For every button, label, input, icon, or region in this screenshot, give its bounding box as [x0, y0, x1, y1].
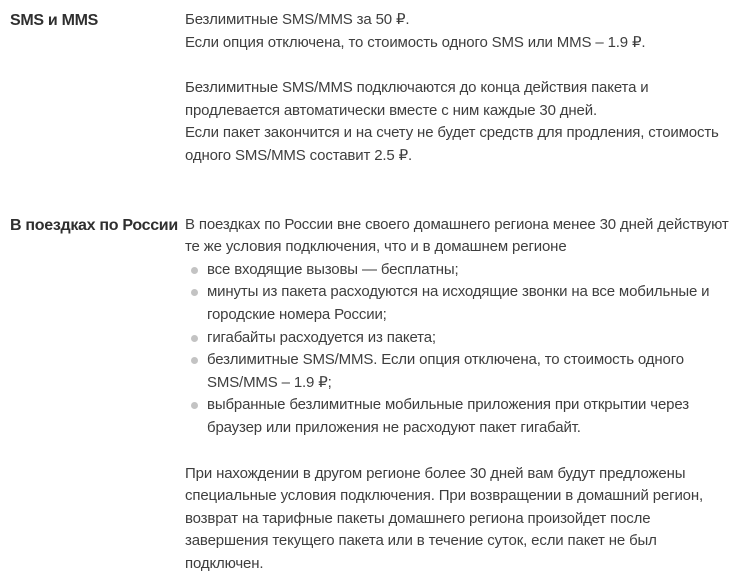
section-travel-russia	[10, 214, 741, 576]
section-content	[185, 9, 735, 168]
text-line: Безлимитные SMS/MMS за 50 ₽.	[185, 11, 410, 28]
section-content	[185, 214, 735, 576]
bullet-icon	[191, 335, 198, 342]
text-line: В поездках по России вне своего домашнего региона менее 30 дней действуют те же условия подключения, что и в домашнем регионе	[185, 215, 729, 256]
list-item	[185, 349, 735, 394]
list-item	[185, 281, 735, 326]
section-label: В поездках по России	[10, 216, 178, 234]
text-line: Безлимитные SMS/MMS подключаются до конца действия пакета и продлевается автоматически вместе с ним каждые 30 дней.	[185, 79, 649, 119]
list-item-text: все входящие вызовы — бесплатны;	[207, 260, 459, 278]
text-line: Если пакет закончится и на счету не будет средств для продления, стоимость одного SMS/MMS составит 2.5 ₽.	[185, 124, 719, 164]
list-item-text: гигабайты расходуется из пакета;	[207, 328, 436, 346]
bullet-icon	[191, 267, 198, 274]
bullet-icon	[191, 357, 198, 364]
list-item	[185, 394, 735, 439]
paragraph	[185, 9, 735, 54]
paragraph	[185, 214, 735, 259]
list-item	[185, 259, 735, 282]
section-label: SMS и MMS	[10, 12, 99, 29]
bullet-icon	[191, 402, 198, 409]
paragraph	[185, 77, 735, 167]
list-item-text: безлимитные SMS/MMS. Если опция отключена, то стоимость одного SMS/MMS – 1.9 ₽;	[207, 351, 684, 391]
bullet-icon	[191, 289, 198, 296]
bullet-list	[185, 259, 735, 440]
paragraph	[185, 463, 735, 576]
section-sms-mms	[10, 9, 741, 168]
text-line: Если опция отключена, то стоимость одного SMS или MMS – 1.9 ₽.	[185, 33, 646, 51]
text-line: При нахождении в другом регионе более 30 дней вам будут предложены специальные условия подключения. При возвращении в домашний регион, возврат на тарифные пакеты домашнего региона произойдет после завершения текущего пакета или в течение суток, если пакет не был подключен.	[185, 464, 704, 572]
list-item	[185, 327, 735, 350]
list-item-text: выбранные безлимитные мобильные приложения при открытии через браузер или приложения не расходуют пакет гигабайт.	[207, 396, 689, 436]
list-item-text: минуты из пакета расходуются на исходящие звонки на все мобильные и городские номера России;	[207, 283, 710, 323]
